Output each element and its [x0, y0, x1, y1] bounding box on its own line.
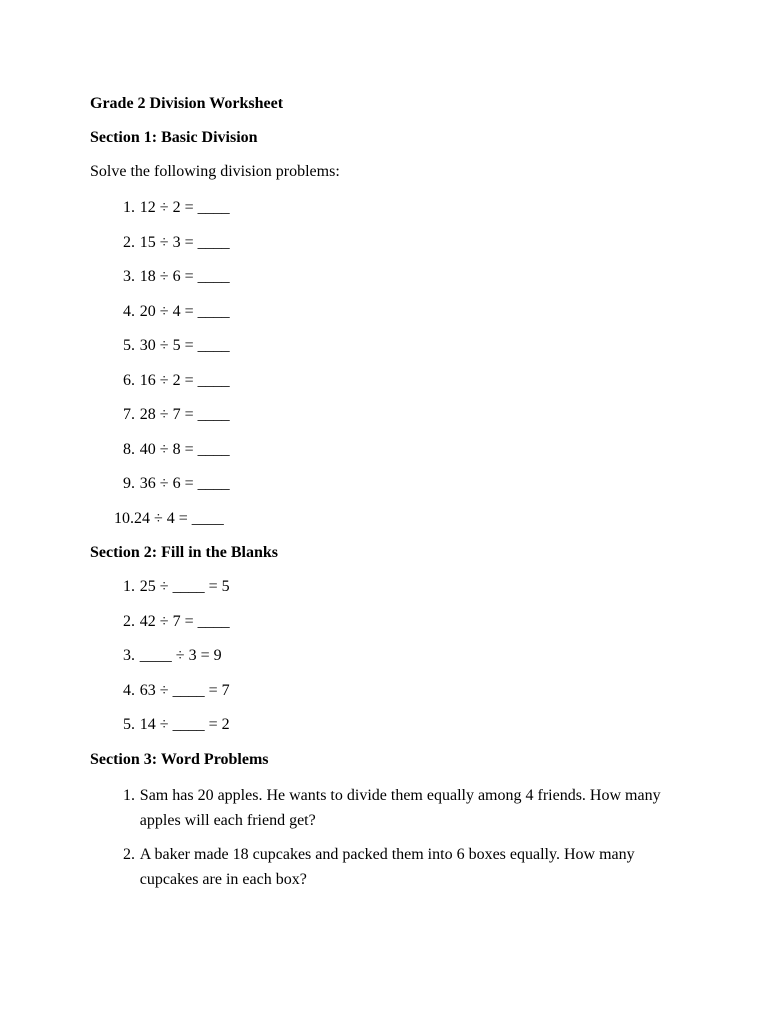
problem-number: 3. [123, 268, 135, 285]
problem-number: 3. [123, 647, 135, 664]
problem-item [90, 645, 690, 680]
problem-item [90, 335, 690, 370]
problem-number: 1. [123, 786, 135, 804]
problem-number: 6. [123, 371, 135, 389]
problem-text: 20 ÷ 4 = ____ [139, 302, 230, 320]
problem-item [90, 576, 690, 611]
problem-number: 8. [123, 440, 135, 458]
problem-text: 28 ÷ 7 = ____ [139, 406, 230, 423]
worksheet-page [90, 93, 690, 901]
problem-number: 4. [123, 681, 135, 699]
problem-number: 1. [123, 578, 135, 595]
problem-item [90, 473, 690, 508]
problem-number: 10. [114, 509, 134, 527]
problem-text: 15 ÷ 3 = ____ [139, 233, 230, 251]
problem-text: A baker made 18 cupcakes and packed them into 6 boxes equally. How many cupcakes are in each box? [139, 845, 635, 888]
problem-text: 40 ÷ 8 = ____ [139, 440, 230, 458]
problem-text: 63 ÷ ____ = 7 [139, 681, 230, 699]
problem-item [90, 714, 690, 749]
problem-item [90, 404, 690, 439]
problem-text: 18 ÷ 6 = ____ [139, 268, 230, 285]
word-problem-item [90, 842, 690, 892]
problem-item [90, 508, 690, 543]
section-3-problem-list [90, 783, 690, 892]
problem-item [90, 611, 690, 646]
problem-number: 2. [123, 612, 135, 630]
problem-text: 25 ÷ ____ = 5 [139, 578, 230, 595]
problem-text: 16 ÷ 2 = ____ [139, 371, 230, 389]
section-1-heading: Section 1: Basic Division [90, 129, 258, 146]
problem-text: 14 ÷ ____ = 2 [139, 716, 230, 733]
problem-item [90, 266, 690, 301]
section-1-problem-list [90, 197, 690, 542]
problem-number: 5. [123, 716, 135, 733]
problem-number: 2. [123, 845, 135, 863]
document-title: Grade 2 Division Worksheet [90, 95, 284, 112]
problem-text: Sam has 20 apples. He wants to divide them equally among 4 friends. How many apples will each friend get? [139, 786, 661, 829]
problem-text: 12 ÷ 2 = ____ [139, 199, 230, 216]
section-2-heading: Section 2: Fill in the Blanks [90, 544, 279, 561]
problem-text: 30 ÷ 5 = ____ [139, 337, 230, 354]
problem-number: 9. [123, 475, 135, 492]
problem-number: 7. [123, 406, 135, 423]
problem-number: 5. [123, 337, 135, 354]
problem-number: 4. [123, 302, 135, 320]
problem-item [90, 232, 690, 267]
word-problem-item [90, 783, 690, 833]
problem-text: 36 ÷ 6 = ____ [139, 475, 230, 492]
problem-item [90, 301, 690, 336]
problem-item [90, 680, 690, 715]
section-2-problem-list [90, 576, 690, 749]
section-1-intro: Solve the following division problems: [90, 163, 340, 180]
section-3-heading: Section 3: Word Problems [90, 750, 269, 768]
problem-text: ____ ÷ 3 = 9 [139, 647, 222, 664]
problem-number: 2. [123, 233, 135, 251]
problem-item [90, 439, 690, 474]
problem-text: 24 ÷ 4 = ____ [134, 509, 224, 527]
problem-number: 1. [123, 199, 135, 216]
problem-item [90, 370, 690, 405]
problem-item [90, 197, 690, 232]
problem-text: 42 ÷ 7 = ____ [139, 612, 230, 630]
